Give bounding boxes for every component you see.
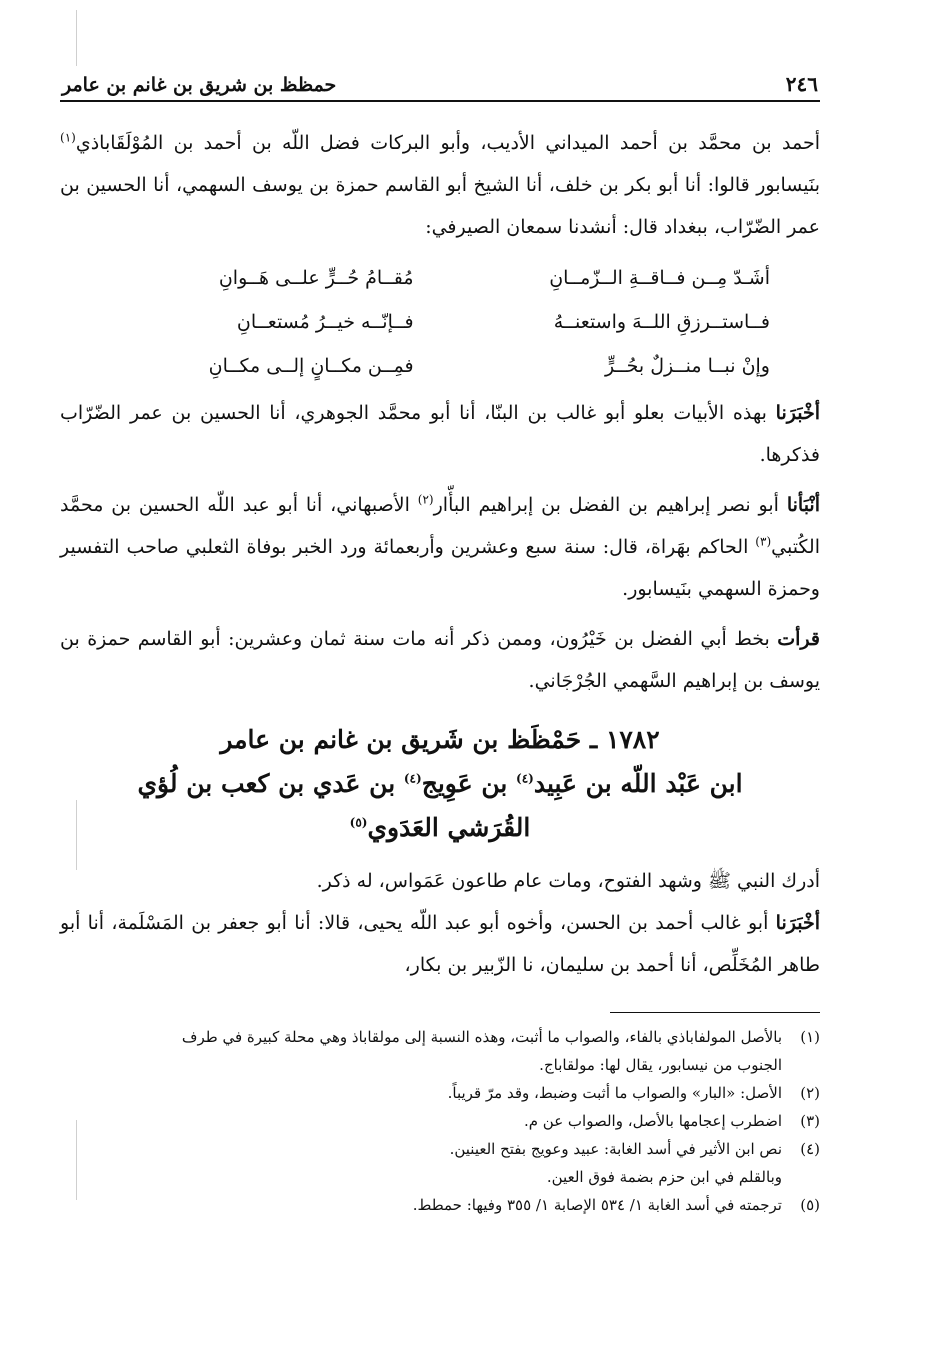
footnote-number: (١) bbox=[800, 1028, 820, 1046]
footnote-continuation: وبالقلم في ابن حزم بضمة فوق العين. bbox=[546, 1168, 782, 1186]
entry-heading-line: القُرَشي العَدَوي$^{(٥)}$ bbox=[349, 813, 531, 842]
footnote-number: (٤) bbox=[800, 1140, 820, 1158]
footnote-number: (٥) bbox=[800, 1196, 820, 1214]
poem-verse bbox=[110, 300, 770, 344]
paragraph: أخْبَرَنا أبو غالب أحمد بن الحسن، وأخوه أبو عبد اللّه يحيى، قالا: أنا أبو جعفر بن المَسْلَمة، أنا أبو طاهر المُخَلِّص، أنا أحمد بن سليمان، نا الزّبير بن بكار، bbox=[60, 912, 820, 976]
verse-second-hemistich: فمِــن مكــانٍ إلــى مكــانِ bbox=[208, 355, 414, 377]
poem-verse bbox=[110, 256, 770, 300]
footnote-text: نص ابن الأثير في أسد الغابة: عبيد وعويج بفتح العينين. bbox=[449, 1140, 782, 1158]
entry-heading-line: ابن عَبْد اللّه بن عَبِيد$^{(٤)}$ بن عَوِيج$^{(٤)}$ بن عَدي بن كعب بن لُؤي bbox=[137, 769, 743, 798]
lead-word: قرأت bbox=[777, 628, 820, 650]
entry-heading-line: ١٧٨٢ ـ حَمْظَظ بن شَريق بن غانم بن عامر bbox=[220, 725, 660, 754]
footnote-number: (٢) bbox=[800, 1084, 820, 1102]
footnote bbox=[60, 1191, 820, 1219]
paragraph: أدرك النبي ﷺ وشهد الفتوح، ومات عام طاعون عَمَواس، له ذكر. bbox=[316, 870, 820, 892]
footnote bbox=[60, 1023, 820, 1051]
poem bbox=[110, 256, 770, 388]
footnote-separator bbox=[610, 1012, 820, 1013]
footnote-text: ترجمته في أسد الغابة ١/ ٥٣٤ الإصابة ١/ ٣٥٥ وفيها: حمطط. bbox=[412, 1196, 782, 1214]
page-number: ٢٤٦ bbox=[785, 72, 818, 96]
verse-first-hemistich: فــاستــرزقِ اللــهَ واستعنــهُ bbox=[553, 311, 770, 333]
page-content bbox=[60, 58, 820, 1219]
footnote-text: الأصل: «البار» والصواب ما أثبت وضبط، وقد مرّ قريباً. bbox=[447, 1084, 782, 1102]
paragraph: أحمد بن محمَّد بن أحمد الميداني الأديب، وأبو البركات فضل اللّه بن أحمد بن المُوْلَقَاباذي$^{(١)}$ بنَيسابور قالوا: أنا أبو بكر بن خلف، أنا الشيخ أبو القاسم حمزة بن يوسف السهمي، أنا الحسين بن عمر الضّرّاب، ببغداد قال: أنشدنا سمعان الصيرفي: bbox=[60, 130, 820, 238]
poem-verse bbox=[110, 344, 770, 388]
paragraph: أخْبَرَنا بهذه الأبيات بعلو أبو غالب بن البنّا، أنا أبو محمَّد الجوهري، أنا الحسين بن عمر الضّرّاب فذكرها. bbox=[60, 402, 820, 466]
footnote-ref[interactable]: (٥) bbox=[349, 815, 368, 830]
verse-second-hemistich: مُقــامُ حُــرٍّ علــى هَــوانِ bbox=[218, 267, 414, 289]
footnote-ref[interactable]: (٤) bbox=[516, 771, 534, 786]
running-header bbox=[60, 58, 820, 102]
lead-word: أخْبَرَنا bbox=[775, 912, 820, 934]
footnote-ref[interactable]: (١) bbox=[60, 130, 76, 145]
paragraph: أنْبَأنا أبو نصر إبراهيم بن الفضل بن إبراهيم البأّار$^{(٢)}$ الأصبهاني، أنا أبو عبد اللّه الحسين بن محمَّد الكُتبي$^{(٣)}$ الحاكم بهَراة، قال: سنة سبع وعشرين وأربعمائة ورد الخبر بوفاة الثعلبي صاحب التفسير وحمزة السهمي بنَيسابور. bbox=[60, 492, 820, 600]
footnote-text: اضطرب إعجامها بالأصل، والصواب عن م. bbox=[523, 1112, 782, 1130]
lead-word: أنْبَأنا bbox=[786, 494, 820, 516]
footnote-ref[interactable]: (٣) bbox=[755, 534, 772, 549]
paragraph: قرأت بخط أبي الفضل بن خَيْرُون، وممن ذكر أنه مات سنة ثمان وعشرين: أبو القاسم حمزة بن يوسف بن إبراهيم السَّهمي الجُرْجَاني. bbox=[60, 628, 820, 692]
entry-heading bbox=[60, 718, 820, 850]
verse-first-hemistich: وإنْ نبــا منــزلٌ بحُــرٍّ bbox=[605, 355, 770, 377]
footnote bbox=[60, 1135, 820, 1163]
footnote bbox=[60, 1107, 820, 1135]
footnote-ref[interactable]: (٤) bbox=[403, 771, 422, 786]
verse-second-hemistich: فــإنّــه خيــرُ مُستعــانِ bbox=[236, 311, 414, 333]
footnote bbox=[60, 1079, 820, 1107]
running-title: حمظظ بن شريق بن غانم بن عامر bbox=[62, 74, 337, 96]
footnote-ref[interactable]: (٢) bbox=[417, 492, 434, 507]
footnote-continuation: الجنوب من نيسابور، يقال لها: مولقاباج. bbox=[539, 1056, 782, 1074]
footnote-number: (٣) bbox=[800, 1112, 820, 1130]
footnote-text: بالأصل المولفاباذي بالفاء، والصواب ما أثبت، وهذه النسبة إلى مولقاباذ وهي محلة كبيرة في طرف bbox=[181, 1028, 782, 1046]
main-text bbox=[60, 122, 820, 986]
verse-first-hemistich: أشَـدّ مِــن فــاقــةِ الــزّمــانِ bbox=[549, 267, 770, 289]
footnotes bbox=[60, 1023, 820, 1219]
lead-word: أخْبَرَنا bbox=[775, 402, 820, 424]
